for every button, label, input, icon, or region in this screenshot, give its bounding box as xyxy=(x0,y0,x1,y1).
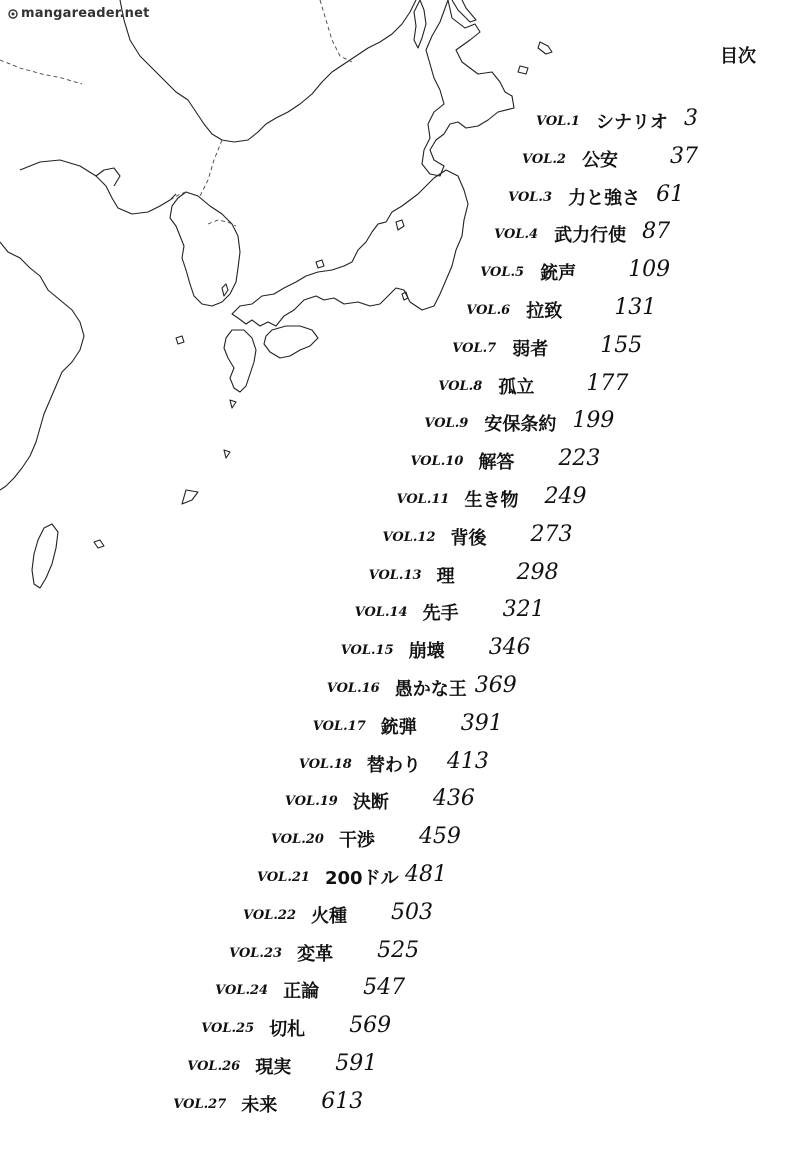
map-border-russia-china xyxy=(320,0,352,62)
toc-entry xyxy=(383,520,643,550)
toc-entry xyxy=(438,369,698,399)
toc-entry-volume: VOL.15 xyxy=(340,643,394,659)
site-watermark xyxy=(8,6,150,21)
toc-entry-title: 背後 xyxy=(450,527,487,549)
map-kuril-island xyxy=(452,0,476,22)
map-island-ryukyu-4 xyxy=(94,540,104,548)
toc-entry-title: 変革 xyxy=(297,943,334,965)
toc-entry xyxy=(285,784,545,814)
toc-entry-title: 公安 xyxy=(582,149,619,171)
toc-entry-page: 569 xyxy=(349,1013,392,1039)
map-shikoku xyxy=(264,326,318,358)
toc-entry-volume: VOL.27 xyxy=(173,1096,227,1112)
toc-entry-volume: VOL.21 xyxy=(257,870,310,885)
toc-entry-page: 413 xyxy=(446,748,489,774)
toc-entry xyxy=(466,293,726,323)
toc-entry-title: 崩壊 xyxy=(408,641,445,663)
toc-entry-title: 理 xyxy=(436,565,455,587)
toc-entry xyxy=(480,255,740,285)
toc-entry-title: 銃声 xyxy=(540,263,577,285)
toc-entry xyxy=(452,331,712,361)
toc-entry-title: 先手 xyxy=(422,603,459,625)
toc-entry xyxy=(243,898,503,928)
toc-entry-volume: VOL.20 xyxy=(270,832,324,848)
map-border-russia-korea xyxy=(200,140,222,196)
watermark-logo-icon xyxy=(8,9,18,19)
toc-entry-volume: VOL.6 xyxy=(466,303,511,318)
toc-entry-title: 生き物 xyxy=(464,490,519,511)
toc-entry-volume: VOL.12 xyxy=(382,529,436,545)
map-island-ryukyu-5 xyxy=(176,336,184,344)
toc-entry xyxy=(397,482,657,512)
toc-entry-page: 525 xyxy=(377,937,420,963)
toc-entry-page: 321 xyxy=(502,597,545,623)
toc-entry-volume: VOL.2 xyxy=(522,151,566,167)
toc-entry xyxy=(257,860,517,890)
toc-entry-volume: VOL.23 xyxy=(229,945,283,961)
toc-entry-volume: VOL.5 xyxy=(480,265,525,281)
map-continent-liaodong xyxy=(96,168,120,186)
map-kyushu xyxy=(224,330,256,392)
toc-entry-volume: VOL.4 xyxy=(494,227,539,243)
toc-entry-title: 解答 xyxy=(478,452,515,474)
toc-entry xyxy=(299,747,559,777)
toc-entry-volume: VOL.25 xyxy=(201,1021,255,1037)
toc-entry-title: 干渉 xyxy=(338,830,375,852)
toc-entry-volume: VOL.13 xyxy=(368,567,422,583)
toc-entry-page: 391 xyxy=(460,710,503,736)
toc-entry xyxy=(522,142,782,172)
map-hokkaido xyxy=(422,0,514,176)
toc-entry-volume: VOL.7 xyxy=(452,340,497,356)
map-island-sado xyxy=(396,220,404,230)
toc-entry-title: 銃弾 xyxy=(380,716,417,738)
toc-entry-volume: VOL.11 xyxy=(396,492,450,507)
map-island-tsushima xyxy=(222,284,228,296)
map-kuril-island-3 xyxy=(518,66,528,74)
map-island-oki xyxy=(316,260,324,268)
toc-entry-page: 613 xyxy=(321,1088,364,1114)
toc-entry-volume: VOL.24 xyxy=(215,983,269,999)
toc-entry-title: 200ドル xyxy=(325,868,399,889)
toc-entry-title: 未来 xyxy=(241,1094,278,1116)
toc-entry-page: 273 xyxy=(530,521,573,547)
toc-entry-volume: VOL.10 xyxy=(410,454,464,470)
map-island-ryukyu-2 xyxy=(224,450,230,458)
toc-entry-page: 249 xyxy=(544,484,587,509)
toc-entry xyxy=(313,709,573,739)
toc-entry xyxy=(271,822,531,852)
toc-entry-page: 155 xyxy=(600,332,643,358)
toc-entry xyxy=(229,936,489,966)
toc-entry xyxy=(369,558,629,588)
map-sakhalin xyxy=(414,0,426,48)
toc-entry-title: 正論 xyxy=(283,981,320,1003)
toc-entry xyxy=(355,595,615,625)
toc-title: 目次 xyxy=(720,46,756,67)
toc-entry-page: 37 xyxy=(670,143,699,169)
toc-entry-title: 現実 xyxy=(255,1057,292,1078)
toc-entry-volume: VOL.16 xyxy=(326,681,380,696)
toc-entry xyxy=(201,1011,461,1041)
map-honshu xyxy=(232,170,468,326)
map-korea xyxy=(170,192,240,306)
map-continent-north xyxy=(120,0,416,142)
toc-entry-title: 替わり xyxy=(366,754,421,776)
toc-entry-page: 346 xyxy=(488,635,531,661)
toc-entry-title: 武力行使 xyxy=(554,225,627,247)
map-kuril-island-2 xyxy=(538,42,552,54)
toc-entry xyxy=(536,104,796,134)
map-border-mongolia xyxy=(0,60,82,84)
toc-entry-page: 503 xyxy=(391,899,434,925)
toc-entry-title: 力と強さ xyxy=(568,187,641,209)
toc-entry-volume: VOL.8 xyxy=(438,378,483,394)
map-island-ryukyu-1 xyxy=(230,400,236,408)
toc-entry-page: 298 xyxy=(516,559,559,585)
toc-entry-title: 火種 xyxy=(311,905,348,927)
toc-entry-volume: VOL.22 xyxy=(243,907,296,923)
toc-entry-page: 436 xyxy=(432,786,475,812)
toc-entry-title: 拉致 xyxy=(526,301,563,322)
toc-entry-page: 547 xyxy=(363,975,406,1001)
toc-entry-page: 223 xyxy=(558,446,601,472)
toc-entry-volume: VOL.1 xyxy=(536,114,580,129)
toc-entry-volume: VOL.26 xyxy=(187,1059,241,1074)
toc-entry-page: 61 xyxy=(656,181,685,207)
watermark-text: mangareader.net xyxy=(21,6,150,21)
toc-entry-volume: VOL.19 xyxy=(284,794,338,810)
toc-entry-page: 109 xyxy=(628,257,671,283)
map-continent-bay xyxy=(20,160,176,214)
map-border-korea-dmz xyxy=(208,220,236,226)
toc-entry-title: 弱者 xyxy=(512,338,549,360)
toc-entry xyxy=(494,217,754,247)
toc-entry-volume: VOL.3 xyxy=(508,189,552,205)
toc-entry-title: 決断 xyxy=(352,792,389,814)
toc-entry-volume: VOL.17 xyxy=(312,718,366,734)
toc-entry xyxy=(327,671,587,701)
map-continent xyxy=(0,242,84,490)
map-taiwan xyxy=(32,524,58,588)
toc-entry-page: 87 xyxy=(642,219,671,245)
toc-entry xyxy=(424,406,684,436)
toc-entry-page: 177 xyxy=(586,370,629,396)
toc-entry xyxy=(173,1087,433,1117)
toc-entry xyxy=(508,180,768,210)
toc-entry-title: 愚かな王 xyxy=(394,679,467,700)
toc-entry xyxy=(215,973,475,1003)
toc-entry-page: 199 xyxy=(572,408,615,434)
toc-entry-page: 591 xyxy=(335,1051,378,1076)
toc-entry-title: シナリオ xyxy=(596,112,668,133)
toc-entry xyxy=(187,1049,447,1079)
toc-entry-volume: VOL.14 xyxy=(354,605,408,621)
toc-entry-page: 369 xyxy=(474,673,517,698)
toc-entry-title: 孤立 xyxy=(498,376,535,398)
toc-entry-title: 安保条約 xyxy=(484,414,557,436)
toc-entry-page: 481 xyxy=(405,862,447,887)
toc-entry xyxy=(341,633,601,663)
toc-entry-title: 切札 xyxy=(269,1019,306,1041)
map-island-ryukyu-3 xyxy=(182,490,198,504)
toc-entry-volume: VOL.9 xyxy=(424,416,469,432)
toc-entry-page: 459 xyxy=(418,824,461,850)
toc-entry xyxy=(410,444,670,474)
toc-entry-page: 3 xyxy=(684,106,698,131)
toc-entry-volume: VOL.18 xyxy=(298,756,352,772)
toc-entry-page: 131 xyxy=(614,295,657,320)
